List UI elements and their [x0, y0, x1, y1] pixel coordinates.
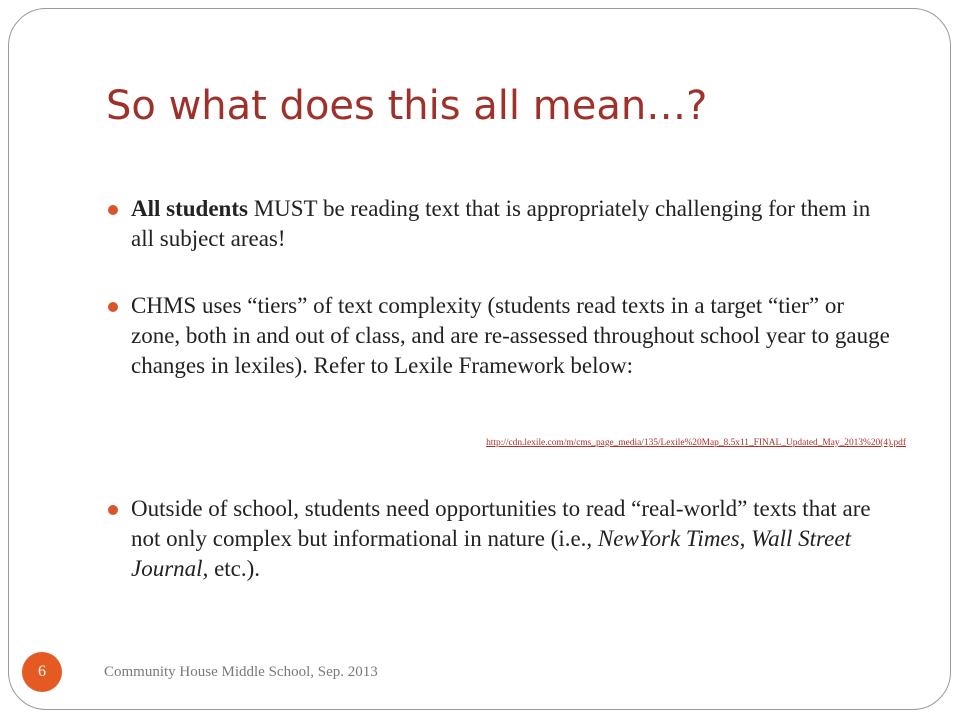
bullet-text: , [739, 526, 752, 551]
bullet-italic-nyt: NewYork Times [597, 526, 740, 551]
bullet-text: CHMS uses “tiers” of text complexity (students read texts in a target “tier” or zone, both in and out of class, and are re-assessed throughout school year to gauge changes in lexiles). Refer to Lexile Framework below: [131, 293, 890, 378]
bullet-italic-wsj: Wall Street Journal [131, 526, 851, 581]
slide-title: So what does this all mean…? [106, 83, 708, 129]
bullet-tiers [131, 291, 891, 381]
lexile-map-link[interactable]: http://cdn.lexile.com/m/cms_page_media/135/Lexile%20Map_8.5x11_FINAL_Updated_May_2013%20(4).pdf [486, 438, 906, 448]
bullet-text: Outside of school, students need opportunities to read “real-world” texts that are not only complex but informational in nature (i.e., [131, 496, 871, 551]
bullet-bold-text: All students [131, 196, 248, 221]
bullet-text: MUST be reading text that is appropriately challenging for them in all subject areas! [131, 196, 871, 251]
page-number: 6 [38, 663, 46, 680]
bullet-outside-school [131, 494, 891, 584]
page-number-badge [22, 652, 62, 692]
bullet-all-students [131, 194, 891, 254]
bullet-text: , etc.). [202, 556, 261, 581]
footer-text: Community House Middle School, Sep. 2013 [104, 664, 378, 680]
